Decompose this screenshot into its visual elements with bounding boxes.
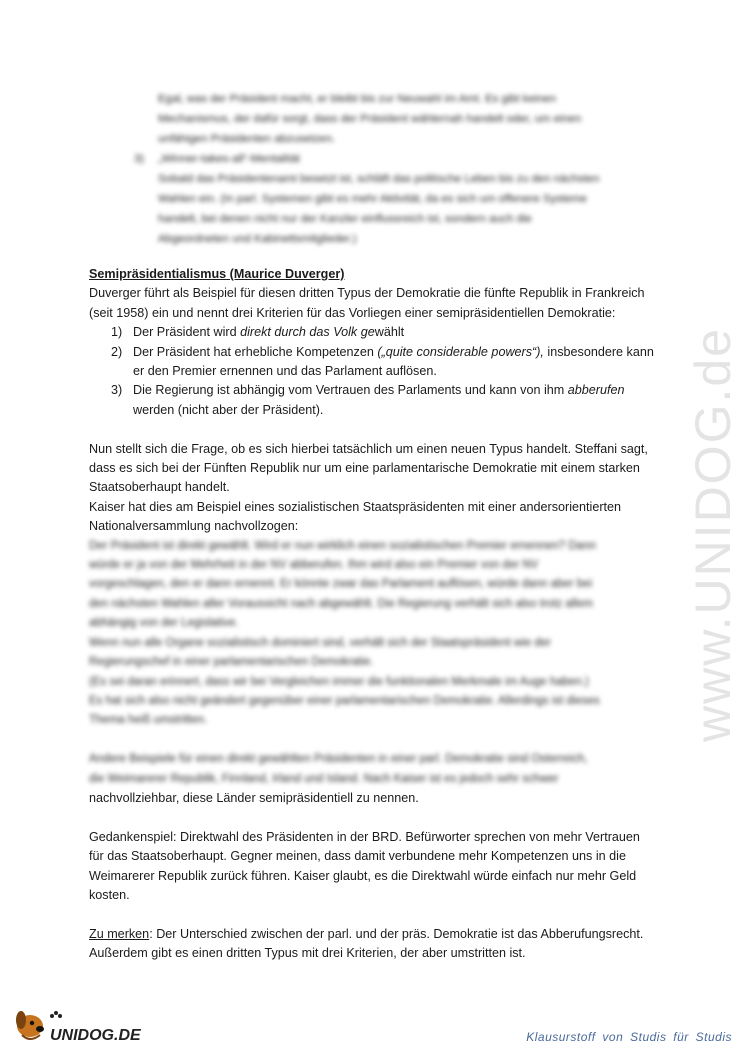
item-text: er den Premier ernennen und das Parlament auflösen. bbox=[133, 364, 437, 379]
paragraph-line: Weimarerer Republik zurück führen. Kaiser glaubt, es die Direktwahl würde einfach nur mehr Geld bbox=[89, 868, 637, 883]
item-emphasis: direkt durch das Volk ge bbox=[240, 325, 375, 340]
blurred-line: würde er ja von der Mehrheit in der NV abberufen. Ihm wird also ein Premier von der NV bbox=[89, 559, 539, 572]
item-text: insbesondere kann bbox=[543, 344, 654, 359]
paragraph-line: Duverger führt als Beispiel für diesen dritten Typus der Demokratie die fünfte Republik in Frankreich bbox=[89, 286, 645, 301]
blurred-line: vorgeschlagen, den er dann ernennt. Er könnte zwar das Parlament auflösen, würde dann aber bei bbox=[89, 578, 593, 591]
paragraph-line: Staatsoberhaupt handelt. bbox=[89, 480, 230, 495]
criteria-list bbox=[89, 323, 667, 420]
blurred-list-item bbox=[134, 149, 658, 169]
blurred-line: „Winner-takes-all“-Mentalität bbox=[158, 153, 300, 165]
note-text: : Der Unterschied zwischen der parl. und der präs. Demokratie ist das Abberufungsrecht. bbox=[149, 926, 644, 941]
list-number: 2) bbox=[111, 344, 123, 359]
blurred-line: die Weimarerer Republik, Finnland, Irland und Island. Nach Kaiser ist es jedoch sehr schwer bbox=[89, 772, 559, 785]
list-item bbox=[89, 323, 667, 342]
blurred-line: Mechanismus, der dafür sorgt, dass der Präsident wählernah handelt oder, um einen bbox=[158, 113, 582, 125]
blurred-line: Es hat sich also nicht geändert gegenüber einer parlamentarischen Demokratie. Allerdings ist dieses bbox=[89, 694, 600, 707]
watermark bbox=[682, 280, 742, 750]
note-label: Zu merken bbox=[89, 926, 150, 941]
blurred-line: Abgeordneten und Kabinettsmitglieder.) bbox=[158, 233, 357, 245]
item-emphasis: abberufen bbox=[567, 383, 625, 398]
item-text: Die Regierung ist abhängig vom Vertrauen des Parlaments und kann von ihm bbox=[133, 383, 568, 398]
blurred-line: Egal, was der Präsident macht, er bleibt bis zur Neuwahl im Amt. Es gibt keinen bbox=[158, 93, 557, 105]
list-item bbox=[89, 381, 667, 420]
watermark-text: www.UNIDOG.de bbox=[685, 327, 741, 742]
list-number: 3) bbox=[134, 153, 145, 165]
blurred-line: abhängig von der Legislative. bbox=[89, 617, 239, 630]
paragraph-line: Nun stellt sich die Frage, ob es sich hierbei tatsächlich um einen neuen Typus handelt. Steffani sagt, bbox=[89, 441, 648, 456]
blurred-line: (Es sei daran erinnert, dass wir bei Vergleichen immer die funktionalen Merkmale im Auge haben.) bbox=[89, 675, 589, 688]
blurred-line: Andere Beispiele für einen direkt gewählten Präsidenten in einer parl. Demokratie sind Österreich, bbox=[89, 753, 588, 766]
paragraph-line: kosten. bbox=[89, 887, 130, 902]
note-line bbox=[89, 925, 667, 944]
list-item bbox=[89, 343, 667, 382]
logo-text: UNIDOG.DE bbox=[50, 1027, 141, 1044]
paragraph-line: für das Staatsoberhaupt. Gegner meinen, dass damit verbundene mehr Kompetenzen uns in die bbox=[89, 849, 626, 864]
item-text: Der Präsident wird bbox=[133, 325, 241, 340]
section-heading: Semipräsidentialismus (Maurice Duverger) bbox=[89, 267, 345, 281]
paragraph-line: Außerdem gibt es einen dritten Typus mit drei Kriterien, der aber umstritten ist. bbox=[89, 946, 526, 961]
paragraph-line: (seit 1958) ein und nennt drei Kriterien für das Vorliegen einer semipräsidentiellen Demokratie: bbox=[89, 305, 616, 320]
item-text: Der Präsident hat erhebliche Kompetenzen bbox=[133, 344, 378, 359]
paragraph-line: nachvollziehbar, diese Länder semipräsidentiell zu nennen. bbox=[89, 790, 419, 805]
blurred-line: Sobald das Präsidentenamt besetzt ist, schläft das politische Leben bis zu den nächsten bbox=[158, 173, 600, 185]
main-text bbox=[89, 265, 667, 964]
list-number: 3) bbox=[111, 383, 123, 398]
blurred-line: Wahlen ein. (In parl. Systemen gibt es mehr Aktivität, da es sich um offenere Systeme bbox=[158, 193, 587, 205]
unidog-logo bbox=[8, 1002, 158, 1046]
item-emphasis: („quite considerable powers“), bbox=[377, 344, 544, 359]
paragraph-line: Kaiser hat dies am Beispiel eines sozialistischen Staatspräsidenten mit einer andersorientierten bbox=[89, 499, 622, 514]
blurred-examples bbox=[89, 750, 667, 789]
blurred-line: den nächsten Wahlen aller Voraussicht nach abgewählt. Die Regierung verhält sich also trotz allem bbox=[89, 597, 593, 610]
list-number: 1) bbox=[111, 325, 123, 340]
item-text: wählt bbox=[374, 325, 405, 340]
blurred-line: handelt, bei denen nicht nur der Kanzler einflussreich ist, sondern auch die bbox=[158, 213, 532, 225]
blurred-middle-section bbox=[89, 537, 667, 731]
paragraph-line: Gedankenspiel: Direktwahl des Präsidenten in der BRD. Befürworter sprechen von mehr Vertrauen bbox=[89, 829, 640, 844]
blurred-line: Thema heiß umstritten. bbox=[89, 714, 208, 727]
blurred-top-section bbox=[134, 89, 658, 249]
paragraph-line: Nationalversammlung nachvollzogen: bbox=[89, 519, 299, 534]
footer-tagline: Klausurstoff von Studis für Studis bbox=[526, 1030, 732, 1044]
blurred-line: Wenn nun alle Organe sozialistisch dominiert sind, verhält sich der Staatspräsident wie der bbox=[89, 636, 551, 649]
paragraph-line: dass es sich bei der Fünften Republik nur um eine parlamentarische Demokratie mit einem starken bbox=[89, 461, 640, 476]
blurred-line: Der Präsident ist direkt gewählt. Wird er nun wirklich einen sozialistischen Premier ernennen? Dann bbox=[89, 539, 596, 552]
blurred-line: unfähigen Präsidenten abzusetzen. bbox=[158, 133, 336, 145]
item-text: werden (nicht aber der Präsident). bbox=[133, 402, 324, 417]
blurred-line: Regierungschef in einer parlamentarischen Demokratie. bbox=[89, 656, 374, 669]
